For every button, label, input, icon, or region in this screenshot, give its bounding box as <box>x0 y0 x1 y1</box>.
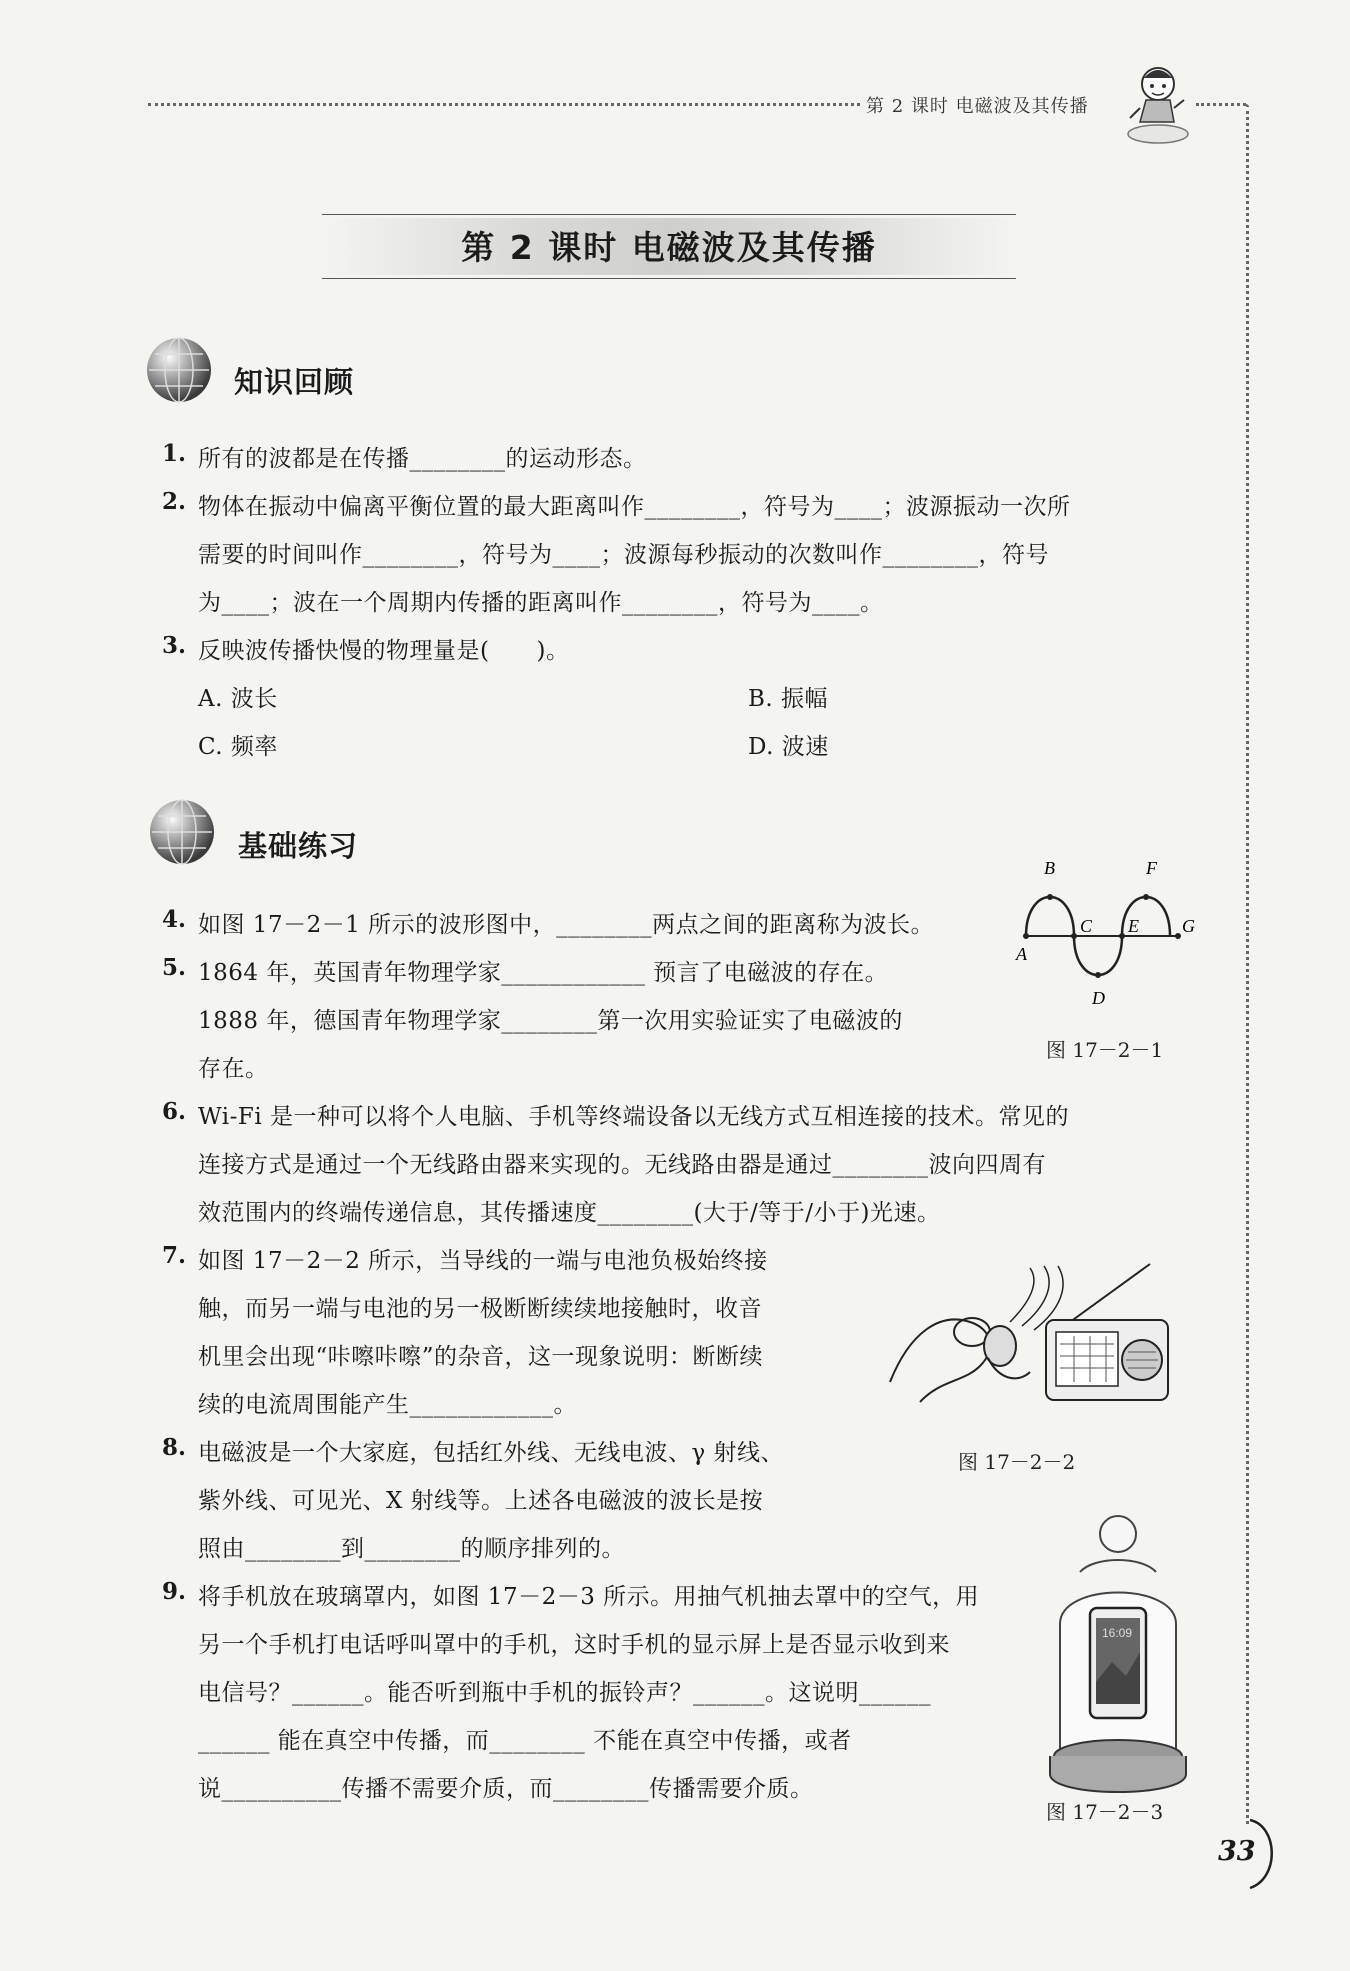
wave-label-b: B <box>1044 858 1055 878</box>
option-b: B. 振幅 <box>748 686 829 712</box>
title-rule-top <box>322 214 1016 215</box>
question-number: 7. <box>162 1242 187 1269</box>
page-title: 第 2 课时 电磁波及其传播 <box>461 228 877 267</box>
section-title-review: 知识回顾 <box>234 365 355 399</box>
question-number: 6. <box>162 1098 187 1125</box>
wave-label-f: F <box>1146 858 1157 878</box>
wave-figure <box>1010 852 1210 1032</box>
figure-caption: 图 17－2－3 <box>1046 1800 1164 1824</box>
wave-label-d: D <box>1092 988 1105 1008</box>
question-line: 紫外线、可见光、X 射线等。上述各电磁波的波长是按 <box>198 1488 764 1514</box>
wave-label-c: C <box>1080 916 1093 936</box>
question-line: 反映波传播快慢的物理量是( )。 <box>198 638 570 664</box>
question-number: 5. <box>162 954 187 981</box>
question-line: 1888 年，德国青年物理学家________第一次用实验证实了电磁波的 <box>198 1008 903 1034</box>
globe-icon <box>145 336 213 404</box>
option-a: A. 波长 <box>198 686 278 712</box>
question-line: 触，而另一端与电池的另一极断断续续地接触时，收音 <box>198 1296 762 1322</box>
question-line: 为____；波在一个周期内传播的距离叫作________，符号为____。 <box>198 590 884 616</box>
figure-caption: 图 17－2－1 <box>1046 1038 1164 1062</box>
question-number: 1. <box>162 440 187 467</box>
question-line: 如图 17－2－1 所示的波形图中，________两点之间的距离称为波长。 <box>198 912 935 938</box>
option-d: D. 波速 <box>748 734 829 760</box>
question-number: 3. <box>162 632 187 659</box>
bell-jar-figure <box>1040 1512 1200 1802</box>
globe-icon <box>148 798 216 866</box>
section-title-basic: 基础练习 <box>238 829 359 863</box>
header-rule-right <box>1196 103 1246 106</box>
figure-caption: 图 17－2－2 <box>958 1450 1076 1474</box>
question-line: 机里会出现“咔嚓咔嚓”的杂音，这一现象说明：断断续 <box>198 1344 764 1370</box>
question-number: 9. <box>162 1578 187 1605</box>
question-line: 电磁波是一个大家庭，包括红外线、无线电波、γ 射线、 <box>198 1440 785 1466</box>
question-line: ______ 能在真空中传播，而________ 不能在真空中传播，或者 <box>198 1728 852 1754</box>
radio-battery-figure <box>880 1262 1180 1422</box>
question-line: 说__________传播不需要介质，而________传播需要介质。 <box>198 1776 814 1802</box>
question-line: 照由________到________的顺序排列的。 <box>198 1536 625 1562</box>
wave-label-a: A <box>1016 944 1027 964</box>
mascot-icon <box>1124 60 1194 150</box>
question-line: 如图 17－2－2 所示，当导线的一端与电池负极始终接 <box>198 1248 768 1274</box>
question-number: 2. <box>162 488 187 515</box>
question-line: 将手机放在玻璃罩内，如图 17－2－3 所示。用抽气机抽去罩中的空气，用 <box>198 1584 980 1610</box>
option-c: C. 频率 <box>198 734 278 760</box>
question-line: 需要的时间叫作________，符号为____；波源每秒振动的次数叫作________，符号 <box>198 542 1049 568</box>
question-line: Wi-Fi 是一种可以将个人电脑、手机等终端设备以无线方式互相连接的技术。常见的 <box>198 1104 1069 1130</box>
question-number: 8. <box>162 1434 187 1461</box>
phone-clock: 16:09 <box>1102 1626 1133 1640</box>
wave-label-e: E <box>1128 916 1139 936</box>
title-rule-bottom <box>322 278 1016 279</box>
question-line: 连接方式是通过一个无线路由器来实现的。无线路由器是通过________波向四周有 <box>198 1152 1046 1178</box>
question-line: 续的电流周围能产生____________。 <box>198 1392 577 1418</box>
question-line: 所有的波都是在传播________的运动形态。 <box>198 446 647 472</box>
question-line: 物体在振动中偏离平衡位置的最大距离叫作________，符号为____；波源振动一次所 <box>198 494 1071 520</box>
wave-label-g: G <box>1182 916 1195 936</box>
page-border <box>1246 104 1249 1824</box>
question-line: 电信号？______。能否听到瓶中手机的振铃声？______。这说明______ <box>198 1680 931 1706</box>
question-line: 1864 年，英国青年物理学家____________ 预言了电磁波的存在。 <box>198 960 889 986</box>
question-line: 存在。 <box>198 1056 269 1082</box>
header-rule <box>148 103 860 106</box>
question-number: 4. <box>162 906 187 933</box>
running-header: 第 2 课时 电磁波及其传播 <box>866 96 1089 117</box>
question-line: 另一个手机打电话呼叫罩中的手机，这时手机的显示屏上是否显示收到来 <box>198 1632 950 1658</box>
question-line: 效范围内的终端传递信息，其传播速度________(大于/等于/小于)光速。 <box>198 1200 941 1226</box>
page-number: 33 <box>1218 1836 1256 1867</box>
